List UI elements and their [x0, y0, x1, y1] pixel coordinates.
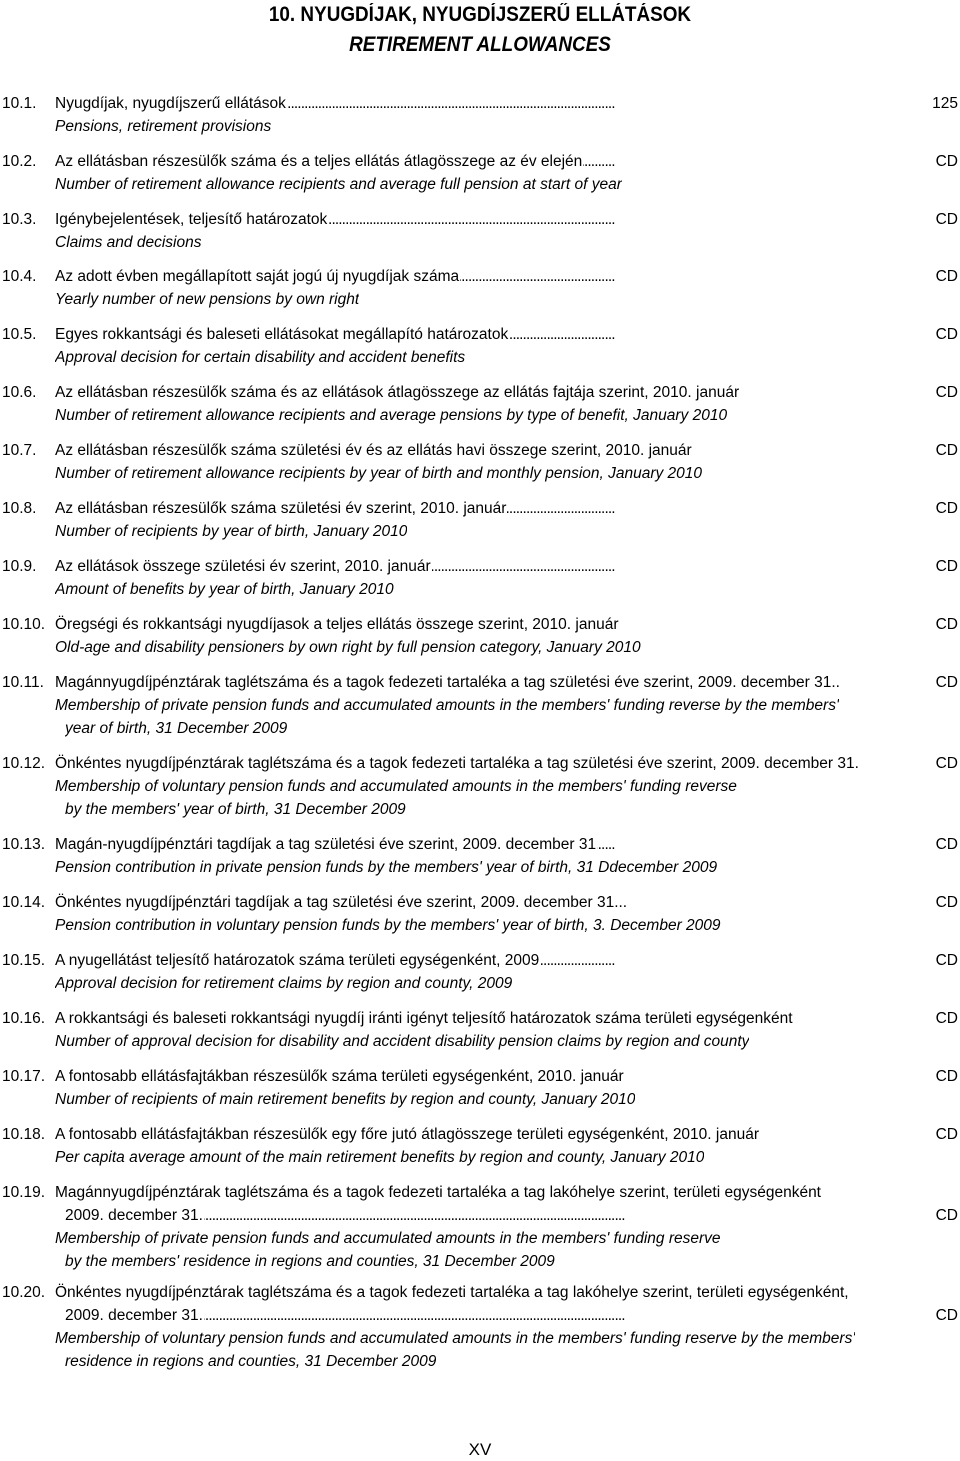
toc-entry[interactable] — [0, 1181, 960, 1273]
toc-entry[interactable] — [0, 439, 960, 485]
toc-title-en: Number of retirement allowance recipients and average pensions by type of benefit, January 2010 — [55, 407, 728, 424]
toc-title-en: Per capita average amount of the main retirement benefits by region and county, January 2010 — [55, 1149, 705, 1166]
toc-line — [0, 1030, 960, 1053]
toc-line — [0, 833, 960, 856]
toc-title-hu — [55, 1123, 932, 1146]
toc-page-ref: CD — [935, 442, 958, 459]
toc-page-ref: CD — [935, 326, 958, 343]
toc-page-ref: CD — [935, 616, 958, 633]
toc-title-hu — [55, 265, 932, 288]
toc-entry[interactable] — [0, 208, 960, 254]
toc-page-ref: CD — [935, 268, 958, 285]
toc-title-hu — [55, 833, 932, 856]
toc-line — [0, 775, 960, 798]
toc-title-hu-cont — [65, 1304, 932, 1327]
toc-title-hu-text: A fontosabb ellátásfajtákban részesülők egy főre jutó átlagösszege területi egységenként, 2010. január — [55, 1126, 759, 1143]
toc-line — [0, 1327, 960, 1350]
toc-line — [0, 694, 960, 717]
toc-line — [0, 1304, 960, 1327]
toc-title-hu-text: A fontosabb ellátásfajtákban részesülők száma területi egységenként, 2010. január — [55, 1068, 624, 1085]
toc-entry-number: 10.9. — [2, 558, 37, 575]
toc-line — [0, 578, 960, 601]
toc-page-ref: CD — [935, 894, 958, 911]
toc-line — [0, 1123, 960, 1146]
toc-title-en: Number of recipients of main retirement benefits by region and county, January 2010 — [55, 1091, 636, 1108]
toc-line — [0, 671, 960, 694]
toc-line — [0, 1088, 960, 1111]
toc-entry[interactable] — [0, 497, 960, 543]
toc-entry-number: 10.12. — [2, 755, 46, 772]
toc-title-hu-text: A rokkantsági és baleseti rokkantsági nyugdíj iránti igényt teljesítő határozatok száma területi egységenként — [55, 1010, 793, 1027]
toc-title-en: Claims and decisions — [55, 234, 202, 251]
toc-page-ref: 125 — [932, 95, 958, 112]
toc-title-en: Membership of private pension funds and accumulated amounts in the members' funding reserve — [55, 1230, 721, 1247]
toc-entry-number: 10.5. — [2, 326, 37, 343]
toc-entry-number: 10.7. — [2, 442, 37, 459]
toc-line — [0, 173, 960, 196]
toc-title-hu-text: Önkéntes nyugdíjpénztári tagdíjak a tag születési éve szerint, 2009. december 31... — [55, 894, 628, 911]
toc-line — [0, 949, 960, 972]
toc-title-en: Pension contribution in voluntary pension funds by the members' year of birth, 3. December 2009 — [55, 917, 721, 934]
toc-page-ref: CD — [935, 674, 958, 691]
toc-title-hu — [55, 208, 932, 231]
toc-page-ref: CD — [935, 558, 958, 575]
toc-line — [0, 856, 960, 879]
toc-entry[interactable] — [0, 1007, 960, 1053]
toc-title-hu-text: Magánnyugdíjpénztárak taglétszáma és a tagok fedezeti tartaléka a tag lakóhelye szerint, területi egységenként — [55, 1184, 821, 1201]
toc-line — [0, 497, 960, 520]
toc-line — [0, 717, 960, 740]
toc-line — [0, 92, 960, 115]
toc-title-en: Amount of benefits by year of birth, January 2010 — [55, 581, 394, 598]
toc-title-en: Membership of private pension funds and accumulated amounts in the members' funding reverse by the members' — [55, 697, 839, 714]
toc-line — [0, 613, 960, 636]
toc-entry-number: 10.18. — [2, 1126, 46, 1143]
toc-title-en: Yearly number of new pensions by own right — [55, 291, 360, 308]
toc-line — [0, 288, 960, 311]
toc-entry[interactable] — [0, 381, 960, 427]
toc-page-ref: CD — [935, 384, 958, 401]
toc-title-hu — [55, 1181, 822, 1204]
toc-title-hu-text: Önkéntes nyugdíjpénztárak taglétszáma és a tagok fedezeti tartaléka a tag születési éve szerint, 2009. december 31. — [55, 755, 859, 772]
toc-title-en: Number of retirement allowance recipients by year of birth and monthly pension, January 2010 — [55, 465, 703, 482]
toc-title-en: Approval decision for certain disability and accident benefits — [55, 349, 466, 366]
toc-entry-number: 10.16. — [2, 1010, 46, 1027]
toc-title-hu-text: Igénybejelentések, teljesítő határozatok — [55, 211, 328, 228]
toc-title-en: Old-age and disability pensioners by own right by full pension category, January 2010 — [55, 639, 641, 656]
toc-page-ref: CD — [935, 153, 958, 170]
toc-title-hu — [55, 1281, 850, 1304]
toc-title-hu — [55, 1065, 932, 1088]
toc-title-hu-text: Magán-nyugdíjpénztári tagdíjak a tag születési éve szerint, 2009. december 31 — [55, 836, 597, 853]
toc-line — [0, 265, 960, 288]
toc-title-en-cont: year of birth, 31 December 2009 — [65, 720, 288, 737]
toc-line — [0, 439, 960, 462]
toc-line — [0, 1007, 960, 1030]
toc-line — [0, 555, 960, 578]
toc-title-en-cont: by the members' year of birth, 31 December 2009 — [65, 801, 406, 818]
toc-page-ref: CD — [935, 500, 958, 517]
toc-entry[interactable] — [0, 265, 960, 311]
toc-page-ref: CD — [935, 1010, 958, 1027]
toc-title-hu — [55, 497, 932, 520]
toc-line — [0, 636, 960, 659]
toc-title-hu — [55, 150, 932, 173]
toc-entry-number: 10.10. — [2, 616, 46, 633]
toc-line — [0, 972, 960, 995]
toc-entry-number: 10.15. — [2, 952, 46, 969]
toc-title-en-cont: residence in regions and counties, 31 December 2009 — [65, 1353, 437, 1370]
toc-entry-number: 10.6. — [2, 384, 37, 401]
toc-entry[interactable] — [0, 1065, 960, 1111]
toc-page-ref: CD — [935, 211, 958, 228]
toc-page-ref: CD — [935, 952, 958, 969]
toc-entry[interactable] — [0, 949, 960, 995]
toc-page-ref: CD — [935, 1068, 958, 1085]
toc-line — [0, 798, 960, 821]
toc-title-hu — [55, 381, 932, 404]
toc-entry-number: 10.3. — [2, 211, 37, 228]
toc-line — [0, 1281, 960, 1304]
toc-title-en: Membership of voluntary pension funds and accumulated amounts in the members' funding reverse — [55, 778, 737, 795]
toc-title-hu — [55, 323, 932, 346]
toc-page-ref: CD — [935, 1126, 958, 1143]
toc-title-hu-text: Az ellátásban részesülők száma és az ellátások átlagösszege az ellátás fajtája szerint, 2010. január — [55, 384, 740, 401]
toc-entry-number: 10.19. — [2, 1184, 46, 1201]
toc-page-ref: CD — [935, 1207, 958, 1224]
toc-entry-number: 10.17. — [2, 1068, 46, 1085]
toc-entry[interactable] — [0, 323, 960, 369]
toc-title-hu-text: Önkéntes nyugdíjpénztárak taglétszáma és a tagok fedezeti tartaléka a tag lakóhelye szerint, területi egységenként, — [55, 1284, 849, 1301]
toc-title-en: Number of recipients by year of birth, January 2010 — [55, 523, 408, 540]
toc-page-ref: CD — [935, 836, 958, 853]
toc-title-en: Number of approval decision for disability and accident disability pension claims by region and county — [55, 1033, 750, 1050]
toc-line — [0, 1350, 960, 1373]
toc-line — [0, 891, 960, 914]
toc-entry[interactable] — [0, 752, 960, 821]
toc-title-hu-text: Az ellátások összege születési év szerint, 2010. január — [55, 558, 431, 575]
toc-line — [0, 914, 960, 937]
toc-entry-number: 10.11. — [2, 674, 44, 691]
toc-entry-number: 10.1. — [2, 95, 37, 112]
toc-title-hu — [55, 613, 932, 636]
toc-title-en-cont: by the members' residence in regions and counties, 31 December 2009 — [65, 1253, 555, 1270]
chapter-title-hu: 10. NYUGDÍJAK, NYUGDÍJSZERŰ ELLÁTÁSOK — [268, 3, 692, 26]
toc-line — [0, 1181, 960, 1204]
toc-title-en: Number of retirement allowance recipients and average full pension at start of year — [55, 176, 622, 193]
toc-entry[interactable] — [0, 613, 960, 659]
toc-line — [0, 381, 960, 404]
toc-line — [0, 150, 960, 173]
toc-line — [0, 208, 960, 231]
toc-page-ref: CD — [935, 1307, 958, 1324]
toc-title-hu — [55, 555, 932, 578]
toc-entry[interactable] — [0, 671, 960, 740]
toc-entry-number: 10.8. — [2, 500, 37, 517]
toc-title-hu — [55, 1007, 932, 1030]
toc-entry[interactable] — [0, 555, 960, 601]
toc-line — [0, 1146, 960, 1169]
toc-line — [0, 752, 960, 775]
toc-entry-number: 10.20. — [2, 1284, 46, 1301]
toc-entry-number: 10.13. — [2, 836, 46, 853]
toc-line — [0, 1227, 960, 1250]
toc-entry[interactable] — [0, 1281, 960, 1373]
toc-title-hu-text: Egyes rokkantsági és baleseti ellátásokat megállapító határozatok — [55, 326, 509, 343]
toc-title-hu-text: Az adott évben megállapított saját jogú új nyugdíjak száma — [55, 268, 460, 285]
toc-title-hu — [55, 439, 932, 462]
toc-title-hu — [55, 671, 932, 694]
toc-title-hu-text: Az ellátásban részesülők száma születési év szerint, 2010. január — [55, 500, 507, 517]
toc-line — [0, 323, 960, 346]
toc-title-hu — [55, 92, 922, 115]
toc-line — [0, 462, 960, 485]
toc-title-hu-text: A nyugellátást teljesítő határozatok száma területi egységenként, 2009 — [55, 952, 540, 969]
toc-entry[interactable] — [0, 833, 960, 879]
toc-entry[interactable] — [0, 891, 960, 937]
toc-title-hu — [55, 752, 932, 775]
toc-line — [0, 231, 960, 254]
toc-page-ref: CD — [935, 755, 958, 772]
toc-title-en: Pensions, retirement provisions — [55, 118, 272, 135]
toc-line — [0, 1250, 960, 1273]
toc-line — [0, 115, 960, 138]
toc-title-hu-text: Nyugdíjak, nyugdíjszerű ellátások — [55, 95, 286, 112]
toc-title-hu-text: 2009. december 31. — [65, 1307, 203, 1324]
toc-title-hu-cont — [65, 1204, 932, 1227]
toc-line — [0, 346, 960, 369]
toc-title-en: Approval decision for retirement claims by region and county, 2009 — [55, 975, 513, 992]
toc-title-hu — [55, 949, 932, 972]
toc-entry[interactable] — [0, 150, 960, 196]
toc-title-en: Membership of voluntary pension funds and accumulated amounts in the members' funding reserve by the members' — [55, 1330, 856, 1347]
toc-entry-number: 10.4. — [2, 268, 37, 285]
toc-line — [0, 404, 960, 427]
toc-title-en: Pension contribution in private pension funds by the members' year of birth, 31 Ddecember 2009 — [55, 859, 718, 876]
toc-line — [0, 1204, 960, 1227]
toc-line — [0, 520, 960, 543]
toc-title-hu-text: 2009. december 31. — [65, 1207, 203, 1224]
toc-title-hu-text: Magánnyugdíjpénztárak taglétszáma és a tagok fedezeti tartaléka a tag születési éve szerint, 2009. december 31.. — [55, 674, 840, 691]
toc-title-hu-text: Az ellátásban részesülők száma születési év és az ellátás havi összege szerint, 2010. január — [55, 442, 692, 459]
toc-line — [0, 1065, 960, 1088]
toc-entry[interactable] — [0, 92, 960, 138]
chapter-title-en: RETIREMENT ALLOWANCES — [349, 33, 611, 56]
toc-title-hu — [55, 891, 932, 914]
toc-title-hu-text: Öregségi és rokkantsági nyugdíjasok a teljes ellátás összege szerint, 2010. január — [55, 616, 619, 633]
toc-entry[interactable] — [0, 1123, 960, 1169]
toc-title-hu-text: Az ellátásban részesülők száma és a teljes ellátás átlagösszege az év elején — [55, 153, 583, 170]
toc-entry-number: 10.14. — [2, 894, 46, 911]
toc-entry-number: 10.2. — [2, 153, 37, 170]
page-number: XV — [468, 1440, 492, 1459]
